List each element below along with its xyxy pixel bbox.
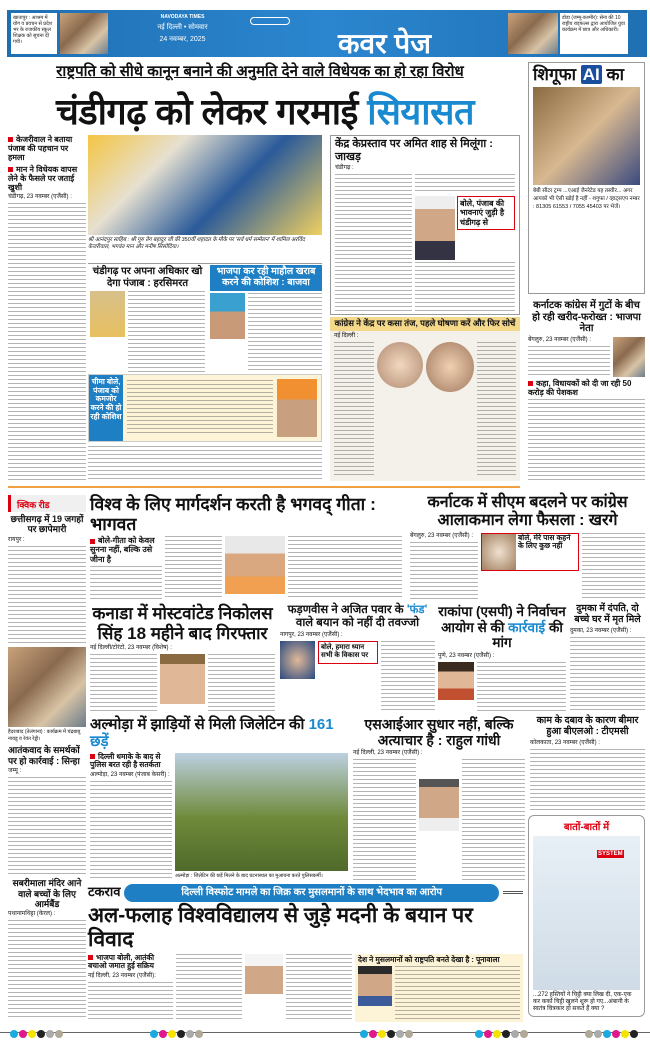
registration-color-bar <box>150 1025 204 1043</box>
jakhar-photo <box>415 196 455 260</box>
fadnavis-headline-a: फड़णवीस ने अजित पवार के <box>287 604 404 616</box>
dumka-story <box>570 604 645 712</box>
fadnavis-photo <box>280 641 315 679</box>
sir-dateline: नई दिल्ली, 23 नवम्बर (एजैंसी) : <box>353 750 423 757</box>
bajwa-body <box>248 293 322 372</box>
kharge-body-row <box>410 533 645 600</box>
gita-left <box>90 536 162 600</box>
nicholas-photo <box>160 654 205 704</box>
alfalah-body-3 <box>286 954 352 1022</box>
quick-read-column <box>8 495 86 1020</box>
jakhar-quote: बोले, पंजाब की भावनाएं जुड़ी है चंडीगढ़ से <box>457 196 515 230</box>
paper-name: NAVODAYA TIMES <box>160 14 205 20</box>
ncp-headline-b: की मांग <box>492 619 563 651</box>
lead-photo-block <box>88 135 322 261</box>
cartoon-drawing <box>533 836 640 991</box>
harsimrat-headline: चंडीगढ़ पर अपना अधिकार खो देगा पंजाब : हरसिमरत <box>92 266 203 289</box>
alfalah-body-2 <box>176 954 242 1022</box>
shigufa-box <box>528 62 645 294</box>
sir-body-row <box>353 759 525 880</box>
quick-read-body <box>8 920 86 1020</box>
alfalah-tag: टकराव <box>88 884 121 900</box>
punawala-headline: देश ने मुसलमानों को राष्ट्रपति बनते देखा है : पूनावाला <box>358 954 500 964</box>
kharge-headline: कर्नाटक में सीएम बदलने पर कांग्रेस आलाकमान लेगा फैसला : खरगे <box>427 494 628 530</box>
cartoon-title: बातों-बातों में <box>563 822 610 833</box>
cartoon-box <box>528 815 645 1017</box>
page-title: कवर पेज <box>338 28 431 59</box>
jakhar-body-row <box>335 174 515 312</box>
lead-body-text <box>8 203 86 481</box>
cheema-body <box>127 380 273 436</box>
registration-color-bar <box>475 1025 529 1043</box>
issue-date: 24 नवम्बर, 2025 <box>159 36 206 43</box>
ncp-headline-a: राकांपा (एसपी) ने निर्वाचन आयोग से की <box>438 604 566 635</box>
bhagwat-photo <box>225 536 285 594</box>
quick-read-dateline: पथानामथिट्टा (केरल) : <box>8 911 56 918</box>
supriya-photo <box>438 662 474 700</box>
fadnavis-headline-highlight: 'फंड' <box>406 604 428 616</box>
tmc-dateline: कोलकाता, 23 नवम्बर (एजैंसी) : <box>530 739 600 746</box>
bajwa-body-row <box>210 293 322 372</box>
ncp-body <box>477 662 566 712</box>
jakhar-box <box>330 135 520 315</box>
gita-body-2 <box>165 536 222 600</box>
header-left-photo <box>60 13 108 54</box>
shigufa-title <box>533 65 640 85</box>
cheema-label: चीमा बोले, पंजाब को कमजोर करने की हो रही कोशिश <box>89 375 123 441</box>
bajwa-headline: भाजपा कर रही माहौल खराब करने की कोशिश : बाजवा <box>210 265 322 291</box>
canada-dateline: नई दिल्ली/टोरंटो, 23 नवम्बर (विशेष) : <box>90 645 172 652</box>
kicker-rule <box>503 891 523 894</box>
kharge-photo <box>482 534 516 570</box>
lead-dateline: चंडीगढ़, 23 नवम्बर (एजैंसी) : <box>8 194 72 201</box>
karnataka-bjp-intro <box>528 337 610 377</box>
almora-story <box>90 716 348 880</box>
cartoon-system-sign: SYSTEM <box>598 850 623 857</box>
kharge-dateline: बेंगलुरु, 23 नवम्बर (एजैंसी) : <box>410 532 474 539</box>
quick-read-body <box>8 546 86 646</box>
jakhar-quote-row <box>415 196 515 260</box>
almora-body <box>90 781 172 880</box>
ai-badge: AI <box>582 65 600 84</box>
shigufa-photo <box>533 87 640 185</box>
lead-bullet: मान ने विधेयक वापस लेने के फैसले पर जताई खुशी <box>8 165 86 193</box>
fadnavis-headline <box>280 604 435 630</box>
quick-read-label: क्विक रीड <box>17 500 50 510</box>
alfalah-kicker: दिल्ली विस्फोट मामले का जिक्र कर मुसलमानों के साथ भेदभाव का आरोप <box>124 884 499 902</box>
sir-story <box>353 716 525 880</box>
lead-headline-black: चंडीगढ़ को लेकर गरमाई <box>55 91 358 132</box>
ncp-headline-highlight: कार्रवाई <box>508 619 546 635</box>
gita-body <box>90 566 162 600</box>
madani-photo <box>245 954 283 994</box>
congress-body-row <box>330 342 520 481</box>
header-left-teaser: खातापुर : आश्रम में योग व प्रवचन से प्रदेश भर के राजकीय स्कूल शिक्षक को सूचना दी गयी। <box>11 13 57 54</box>
header-right-teaser: डोडा (जम्मू-कश्मीर): सेना की 10 राष्ट्रीय राइफल्स द्वारा आयोजित युवा कार्यक्रम में छात्र और अधिकारी। <box>560 13 628 54</box>
quick-read-headline: आतंकवाद के समर्थकों पर हो कार्रवाई : सिन्हा <box>8 745 80 766</box>
canada-story <box>90 604 275 712</box>
gita-headline: विश्व के लिए मार्गदर्शन करती है भगवद् गीता : भागवत <box>90 494 376 535</box>
quick-read-photo <box>8 647 86 727</box>
lead-cont-body <box>88 446 322 481</box>
alfalah-col-1 <box>88 954 173 1022</box>
fadnavis-dateline: नागपुर, 23 नवम्बर (एजैंसी) : <box>280 632 343 639</box>
alfalah-story <box>88 884 523 1022</box>
congress-body-2 <box>477 342 517 478</box>
almora-body-row <box>90 753 348 881</box>
bottom-rule <box>0 1032 650 1033</box>
alfalah-body <box>88 982 173 1022</box>
punawala-box <box>355 954 523 1022</box>
alfalah-dateline: नई दिल्ली, 23 नवम्बर (एजैंसी): <box>88 973 156 980</box>
punawala-body <box>395 966 520 1020</box>
lead-bullet: केजरीवाल ने बताया पंजाब की पहचान पर हमला <box>8 135 86 163</box>
registration-color-bar <box>585 1025 639 1043</box>
section-divider <box>8 486 520 488</box>
canada-body-row <box>90 654 275 712</box>
registration-color-bar <box>10 1025 64 1043</box>
fadnavis-body-row <box>280 641 435 712</box>
shigufa-title-suffix: का <box>606 65 624 84</box>
congress-body <box>334 342 374 478</box>
lead-kicker: राष्ट्रपति को सीधे कानून बनाने की अनुमति देने वाले विधेयक का हो रहा विरोध <box>56 63 464 80</box>
fadnavis-quote: बोले, हमारा ध्यान सभी के विकास पर <box>318 641 378 663</box>
karnataka-bjp-bullet: कहा, विधायकों को दी जा रही 50 करोड़ की पेशकश <box>528 379 645 397</box>
alfalah-headline: अल-फलाह विश्वविद्यालय से जुड़े मदनी के बयान पर विवाद <box>88 903 473 951</box>
almora-bullet: दिल्ली धमाके के बाद से पुलिस बरत रही है सतर्कता <box>90 753 172 770</box>
almora-photo <box>175 753 348 872</box>
quick-read-label-box <box>8 495 86 512</box>
tmc-story <box>530 716 645 810</box>
header-right-photo <box>508 13 558 54</box>
bjp-leader-photo <box>613 337 645 377</box>
surjewala-photo <box>426 342 474 392</box>
punawala-body-row <box>358 966 520 1020</box>
fadnavis-body <box>381 641 435 712</box>
cartoon-caption: ...272 हस्तियों ने चिट्ठी क्या लिख दी, एक-एक कर कर्को चिट्ठी खुलने शुरू हो गए...अंबानी के स्वतंत्र चित्रकार हो सकते हैं क्या ? <box>533 992 632 1012</box>
jakhar-feature <box>415 174 515 312</box>
tmc-body <box>530 749 645 810</box>
karnataka-bjp-body <box>528 346 610 377</box>
karnataka-bjp-story <box>528 300 645 481</box>
canada-body-2 <box>208 654 275 712</box>
jakhar-headline: केंद्र केप्रस्ताव पर अमित शाह से मिलूंगा : जाखड़ <box>335 138 493 163</box>
sir-body <box>353 759 416 880</box>
quick-read-photo-caption: हैदराबाद (तेलंगाना) : कार्यक्रम में चंद्रबाबू नायडू व रेवंत रेड्डी। <box>8 729 81 743</box>
karnataka-bjp-headline: कर्नाटक कांग्रेस में गुटों के बीच हो रही खरीद-फरोख्त : भाजपा नेता <box>532 300 641 334</box>
harsimrat-photo <box>90 291 125 337</box>
shigufa-title-text: शिगूफा <box>533 65 577 84</box>
quick-read-dateline: जम्मू : <box>8 767 22 774</box>
bajwa-story <box>210 265 322 372</box>
kharge-quote: बोले, मेरे पास कहने के लिए कुछ नहीं <box>518 532 571 551</box>
lead-left-column <box>8 135 86 481</box>
karnataka-bjp-top-row <box>528 337 645 377</box>
rahul-photo <box>419 779 459 831</box>
harsimrat-story <box>90 266 205 372</box>
almora-dateline: अल्मोड़ा, 23 नवम्बर (पंजाब केसरी) : <box>90 771 170 778</box>
cheema-box <box>88 374 322 442</box>
harsimrat-body-row <box>90 291 205 372</box>
header-logo-pill <box>250 17 290 25</box>
jairam-photo <box>377 342 423 388</box>
almora-headline-a: अल्मोड़ा में झाड़ियों से मिली जिलेटिन की <box>90 716 305 733</box>
lead-photo <box>88 135 322 235</box>
almora-headline <box>90 716 348 751</box>
kharge-body <box>410 542 478 600</box>
karnataka-bjp-dateline: बेंगलुरु, 23 नवम्बर (एजैंसी) : <box>528 336 592 343</box>
divider <box>88 263 322 264</box>
dumka-body <box>570 637 645 712</box>
ncp-headline <box>438 604 566 651</box>
punawala-photo <box>358 966 392 1006</box>
congress-dateline: नई दिल्ली : <box>334 332 359 339</box>
dumka-dateline: दुमका, 23 नवम्बर (एजैंसी) : <box>570 627 632 634</box>
kharge-quote-box <box>481 533 579 571</box>
masthead-info <box>135 14 230 44</box>
almora-photo-block <box>175 753 348 881</box>
ncp-body-row <box>438 662 566 712</box>
gita-bullet: बोले-गीता को केवल सुनना नहीं, बल्कि उसे जीना है <box>90 536 162 564</box>
gita-body-3 <box>288 536 402 600</box>
harsimrat-body <box>128 291 205 372</box>
sir-body-2 <box>462 759 525 880</box>
jakhar-body <box>335 174 412 312</box>
shigufa-text: बेबी सीटर ट्रम्प ...एआई जैनरेटेड यह तस्वीर... अगर आपको भी ऐसी खोई है नहीं - शगुफा / व्हाट्सएप नम्बर : 81305 61553 / 7055 45403 पर भेजें। <box>533 187 640 210</box>
almora-headline-highlight: 161 छड़ें <box>90 716 334 751</box>
almora-left <box>90 753 172 881</box>
registration-color-bar <box>360 1025 414 1043</box>
gita-story <box>90 494 402 600</box>
cheema-photo <box>277 379 317 437</box>
lead-headline-blue: सियासत <box>367 91 474 132</box>
lead-photo-caption: श्री आनंदपुर साहिब : श्री गुरु तेग बहादुर जी की 350वीं शहादत के मौके पर 'सर्व धर्म सम्मेलन' में शामिल अरविंद केजरीवाल, भगवंत मान और मनीष सिसोदिया। <box>88 237 305 250</box>
jakhar-dateline: चंडीगढ़ : <box>335 165 354 172</box>
gita-body-row <box>90 536 402 600</box>
kharge-story <box>410 494 645 600</box>
kharge-left <box>410 533 478 600</box>
tmc-headline: काम के दबाव के कारण बीमार हुआ बीएलओ : टीएमसी <box>536 715 639 737</box>
canada-headline: कनाडा में मोस्टवांटेड निकोलस सिंह 18 महीने बाद गिरफ्तार <box>92 604 273 643</box>
almora-caption: अल्मोड़ा : जिलेटिन की छड़ें मिलने के बाद घटनास्थल का मुआयना करते पुलिसकर्मी। <box>175 873 323 879</box>
alfalah-body-row <box>88 954 523 1022</box>
quick-read-dateline: रायपुर : <box>8 536 25 543</box>
alfalah-bullet: भाजपा बोली, आतंकी बचाओ जमात हुई सक्रिय <box>88 954 173 971</box>
kharge-body-2 <box>582 533 645 600</box>
jakhar-body-bottom <box>415 262 515 312</box>
congress-box <box>330 317 520 481</box>
city-day: नई दिल्ली • सोमवार <box>157 24 208 31</box>
quick-read-body <box>8 777 86 877</box>
fadnavis-story <box>280 604 435 712</box>
ncp-dateline: पुणे, 23 नवम्बर (एजैंसी) : <box>438 652 495 659</box>
alfalah-kicker-row <box>88 884 523 902</box>
fadnavis-headline-b: वाले बयान को नहीं दी तवज्जो <box>295 617 420 630</box>
quick-read-headline: सबरीमाला मंदिर आने वाले बच्चों के लिए आर्मबैंड <box>12 878 82 910</box>
ncp-story <box>438 604 566 712</box>
lead-headline <box>20 86 510 135</box>
bajwa-photo <box>210 293 245 339</box>
karnataka-bjp-body-2 <box>528 399 645 481</box>
jakhar-body-top <box>415 174 515 194</box>
sir-headline: एसआईआर सुधार नहीं, बल्कि अत्याचार है : राहुल गांधी <box>364 716 514 749</box>
dumka-headline: दुमका में दंपति, दो बच्चे घर में मृत मिले <box>574 603 641 625</box>
canada-body <box>90 654 157 712</box>
quick-read-headline: छत्तीसगढ़ में 19 जगहों पर छापेमारी <box>10 514 84 535</box>
congress-headline: कांग्रेस ने केंद्र पर कसा तंज, पहले घोषणा करें और फिर सोचें <box>330 317 520 331</box>
